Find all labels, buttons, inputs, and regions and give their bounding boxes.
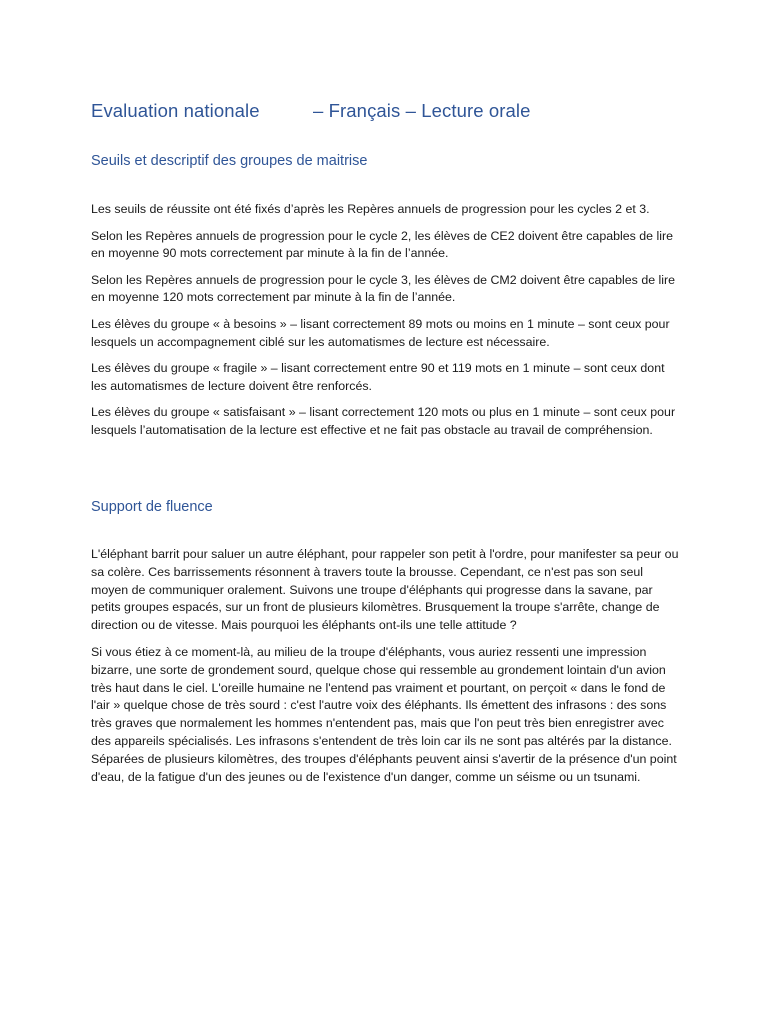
title-part-1: Evaluation nationale (91, 100, 260, 121)
document-title (91, 100, 531, 122)
section-heading-seuils: Seuils et descriptif des groupes de maitrise (91, 153, 368, 169)
paragraph: Les élèves du groupe « à besoins » – lisant correctement 89 mots ou moins en 1 minute – sont ceux pour lesquels un accompagnement ciblé sur les automatismes de lecture est nécessaire. (91, 316, 670, 349)
paragraph: Les seuils de réussite ont été fixés d’après les Repères annuels de progression pour les cycles 2 et 3. (91, 202, 650, 216)
title-part-2: – Français – Lecture orale (313, 100, 531, 121)
section-fluence-body (91, 546, 681, 795)
paragraph: Selon les Repères annuels de progression pour le cycle 3, les élèves de CM2 doivent être capables de lire en moyenne 120 mots correctement par minute à la fin de l’année. (91, 272, 676, 305)
paragraph: Les élèves du groupe « satisfaisant » – lisant correctement 120 mots ou plus en 1 minute – sont ceux pour lesquels l’automatisation de la lecture est effective et ne fait pas obstacle au travail de compréhension. (91, 405, 676, 437)
section-seuils-body (91, 201, 681, 449)
paragraph: L'éléphant barrit pour saluer un autre éléphant, pour rappeler son petit à l'ordre, pour manifester sa peur ou sa colère. Ces barrissements résonnent à travers toute la brousse. Cependant, ce n'est pas son seul moyen de communiquer oralement. Suivons une troupe d'éléphants qui progresse dans la savane, par petits groupes espacés, sur un front de plusieurs kilomètres. Brusquement la troupe s'arrête, change de direction ou de vitesse. Mais pourquoi les éléphants ont-ils une telle attitude ? (91, 547, 679, 633)
paragraph: Selon les Repères annuels de progression pour le cycle 2, les élèves de CE2 doivent être capables de lire en moyenne 90 mots correctement par minute à la fin de l’année. (91, 228, 674, 261)
section-heading-fluence: Support de fluence (91, 499, 213, 515)
paragraph: Les élèves du groupe « fragile » – lisant correctement entre 90 et 119 mots en 1 minute – sont ceux dont les automatismes de lecture doivent être renforcés. (91, 361, 665, 393)
paragraph: Si vous étiez à ce moment-là, au milieu de la troupe d'éléphants, vous auriez ressenti une impression bizarre, une sorte de grondement sourd, quelque chose qui ressemble au grondement lointain d'un avion très haut dans le ciel. L'oreille humaine ne l'entend pas vraiment et pourtant, on perçoit « dans le fond de l'air » quelque chose de très sourd : c'est l'autre voix des éléphants. Ils émettent des infrasons : des sons très graves que normalement les hommes n'entendent pas, mais que l'on peut très bien enregistrer avec des appareils spécialisés. Les infrasons s'entendent de très loin car ils ne sont pas altérés par la distance. Séparées de plusieurs kilomètres, des troupes d'éléphants peuvent ainsi s'avertir de la présence d'un point d'eau, de la fatigue d'un des jeunes ou de l'existence d'un danger, comme un séisme ou un tsunami. (91, 644, 677, 784)
